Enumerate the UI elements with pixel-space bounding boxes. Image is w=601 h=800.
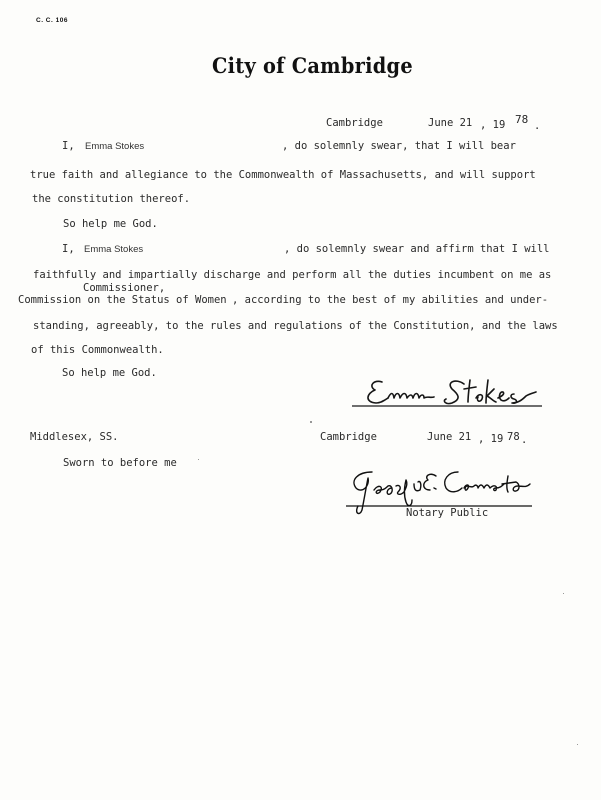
oath1-line1-rest: , do solemnly swear, that I will bear (282, 140, 516, 152)
jurat-date: June 21 (427, 431, 472, 443)
oath2-name: Emma Stokes (84, 244, 144, 255)
scan-speck (563, 593, 564, 594)
jurat-place: Cambridge (320, 431, 377, 443)
scan-speck (310, 421, 312, 423)
oath1-line2: true faith and allegiance to the Commonwealth of Massachusetts, and will support (30, 169, 536, 181)
scan-speck (577, 744, 578, 745)
oath1-place: Cambridge (326, 117, 383, 129)
oath2-line5: of this Commonwealth. (31, 344, 164, 356)
oath2-office-title: Commissioner, (83, 282, 166, 294)
oath1-name: Emma Stokes (85, 141, 145, 152)
jurat-period: . (521, 434, 528, 446)
oath1-date: June 21 (428, 117, 473, 129)
document-title: City of Cambridge (212, 53, 413, 78)
oath2-line2: faithfully and impartially discharge and perform all the duties incumbent on me as (33, 269, 552, 281)
jurat-county: Middlesex, SS. (30, 431, 119, 443)
oath1-line3: the constitution thereof. (32, 193, 191, 205)
oath1-pronoun: I, (62, 140, 75, 152)
jurat-sworn: Sworn to before me (63, 457, 177, 469)
oath1-period: . (534, 120, 541, 132)
oath2-line1-rest: , do solemnly swear and affirm that I will (284, 243, 550, 255)
oath1-closing: So help me God. (63, 218, 158, 230)
oath1-year-prefix: , 19 (480, 119, 506, 131)
emma-stokes-signature (348, 372, 544, 412)
oath1-year-suffix: 78 (515, 113, 529, 126)
oath2-office-body: Commission on the Status of Women (18, 294, 227, 306)
oath2-line3-rest: , according to the best of my abilities and under- (232, 294, 549, 306)
oath2-pronoun: I, (62, 243, 75, 255)
scan-speck (198, 459, 199, 460)
oath2-closing: So help me God. (62, 367, 157, 379)
jurat-year-prefix: , 19 (478, 433, 504, 445)
form-code: C. C. 106 (36, 17, 68, 24)
jurat-year-suffix: 78 (507, 431, 520, 443)
notary-label: Notary Public (406, 507, 489, 519)
oath2-line4: standing, agreeably, to the rules and regulations of the Constitution, and the laws (33, 320, 558, 332)
